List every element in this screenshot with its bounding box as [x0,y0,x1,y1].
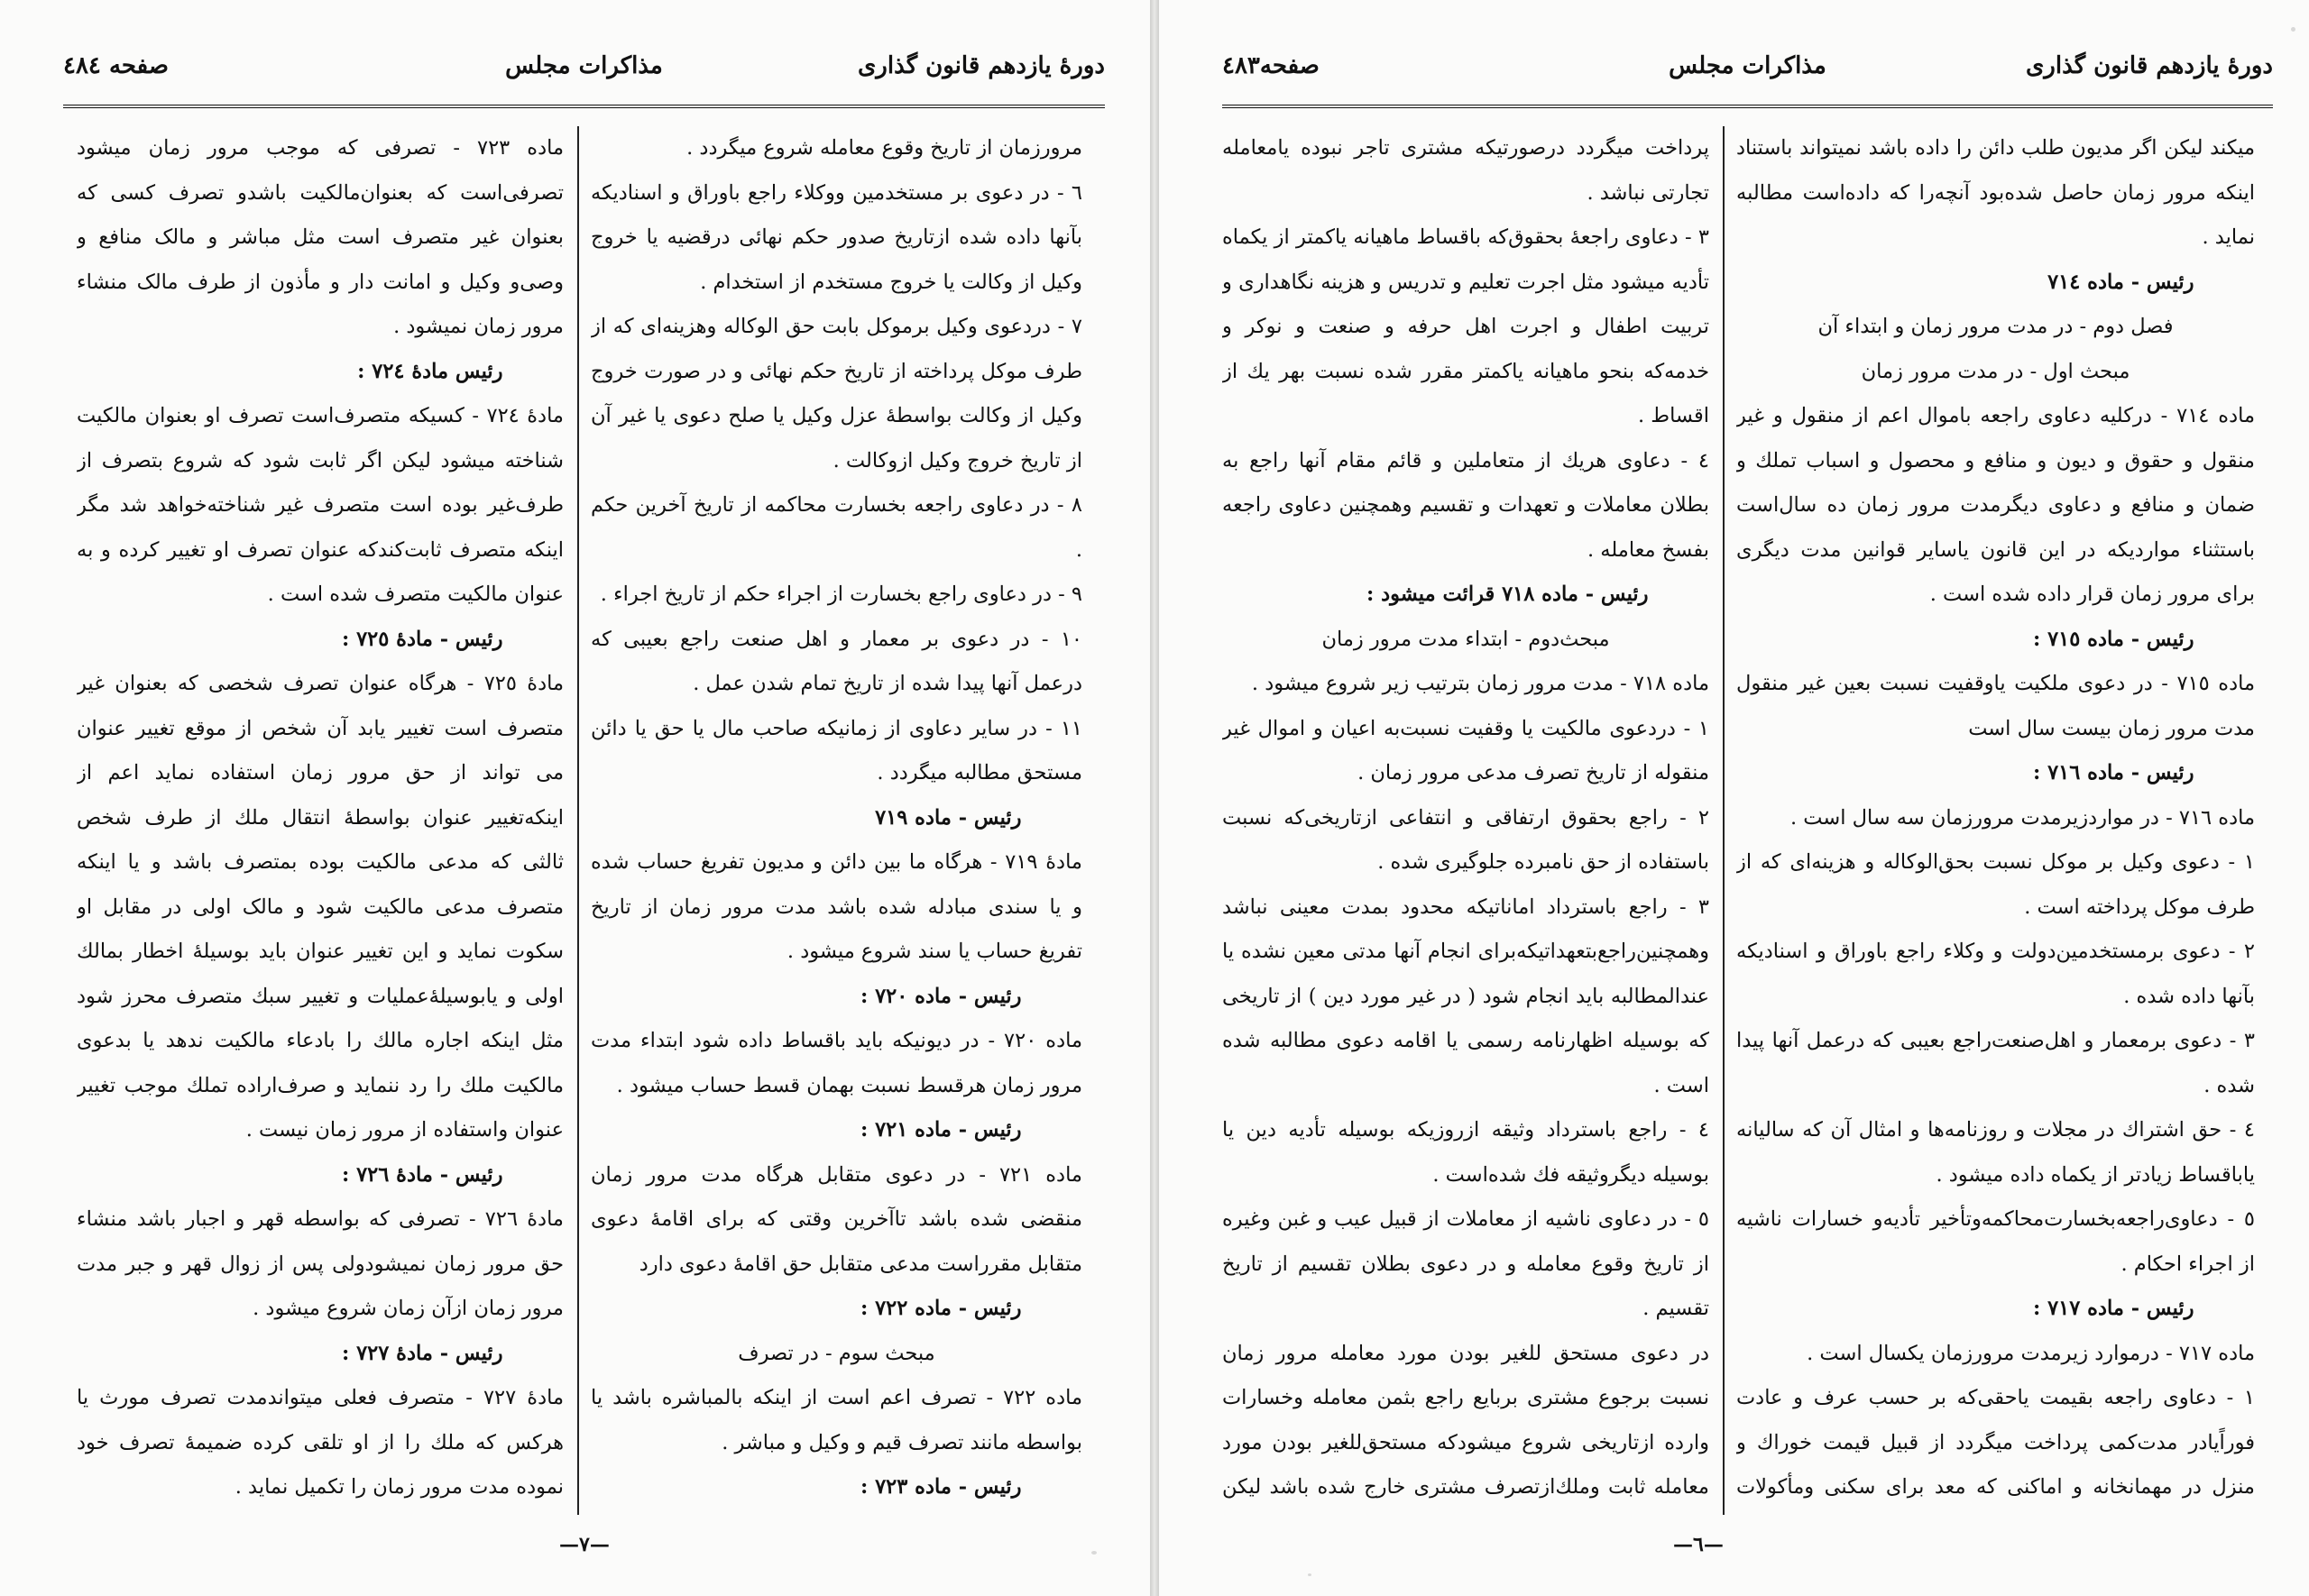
paragraph: ١٠ - در دعوی بر معمار و اهل صنعت راجع بعیبی که درعمل آنها پیدا شده از تاریخ تمام شدن عمل . [591,627,1082,695]
scan-speck [2291,27,2295,32]
paragraph: ١ - دعوی وکیل بر موکل نسبت بحق‌الوکاله و هزینه‌ای که از طرف موکل پرداخته است . [1736,850,2255,919]
paragraph: ماده ٧١٨ - مدت مرور زمان بترتیب زیر شروع میشود . [1251,672,1709,695]
speaker-line: رئیس - مادهٔ ٧٢٦ : [341,1162,503,1187]
right-header-page-number: صفحه٤٨٣ [1222,52,1320,79]
paragraph: ماده ٧١٦ - در مواردزیرمدت مرورزمان سه سال است . [1789,805,2255,830]
paragraph: ١١ - در سایر دعاوی از زمانیکه صاحب مال یا حق یا دائن مستحق مطالبه میگردد . [591,716,1082,784]
paragraph: پرداخت میگردد درصورتیکه مشتری تاجر نبوده یامعامله تجارتی نباشد . [1222,136,1709,205]
speaker-line: رئیس - ماده ٧١٥ : [2032,627,2194,651]
paragraph: میکند لیکن اگر مدیون طلب دائن را داده باشد نمیتواند باستناد اینکه مرور زمان حاصل شده‌بود آنچه‌را که داده‌است مطالبه نماید . [1736,136,2255,249]
paragraph: مادهٔ ٧١٩ - هرگاه ما بین دائن و مدیون تفریغ حساب شده و یا سندی مبادله شده باشد مدت مرور زمان از تاریخ تفریغ حساب یا سند شروع میشود . [591,850,1082,963]
speaker-line: رئیس - ماده ٧١٤ [2047,270,2194,294]
left-page-left-column [77,126,564,1515]
speaker-line: رئیس - مادهٔ ٧٢٧ : [341,1341,503,1365]
speaker-line: رئیس - ماده ٧١٩ [875,805,1022,830]
paragraph: ماده ٧٢٢ - تصرف اعم است از اینکه بالمباشره باشد یا بواسطه مانند تصرف قیم و وکیل و مباشر . [591,1386,1082,1454]
paragraph: ٤ - راجع باسترداد وثیقه ازروزیکه بوسیله تأدیه دین یا بوسیله دیگرو‌ثیقه فك شده‌است . [1222,1118,1709,1187]
section-heading: مبحث اول - در مدت مرور زمان [1861,359,2130,383]
left-page-right-column [591,126,1082,1515]
paragraph: مادهٔ ٧٢٦ - تصرفی که بواسطه قهر و اجبار باشد منشاء حق مرور زمان نمیشود‌ولی پس از زوال قهر و جبر مدت مرور زمان از‌آن زمان شروع میشود . [77,1207,564,1320]
right-page-header [1222,45,2273,108]
section-heading: مبحث‌دوم - ابتداء مدت مرور زمان [1321,627,1610,651]
speaker-line: رئیس - ماده ٧١٦ : [2032,761,2194,784]
speaker-line: رئیس - ماده ٧١٧ : [2032,1297,2194,1320]
paragraph: ٣ - دعاوی راجعهٔ بحقوق‌که باقساط ماهیانه یاکمتر از یکماه تأدیه میشود مثل اجرت تعلیم و تدریس و هزینه نگاهداری و تربیت اطفال و اجرت اهل حرفه و صنعت و نوکر و خدمه‌که بنحو ماهیانه یاکمتر مقرر شده نسبت بهر یك از اقساط . [1222,225,1709,427]
paragraph: ٤ - دعاوی هریك از متعاملین و قائم مقام آنها راجع به بطلان معاملات و تعهدات و تقسیم وهمچنین دعاوی راجعه بفسخ معامله . [1222,448,1709,562]
right-page-left-column [1222,126,1709,1515]
paragraph: مادهٔ ٧٢٧ - متصرف فعلی میتواند‌مدت تصرف مورث یا هرکس که ملك را از او تلقی کرده ضمیمهٔ تصرف خود نموده مدت مرور زمان را تکمیل نماید . [77,1386,564,1499]
left-header-title: دورهٔ یازدهم قانون گذاری [857,52,1105,79]
right-page-right-column [1736,126,2255,1515]
paragraph: ٢ - دعوی برمستخدمین‌دولت و وکلاء راجع باوراق و اسنادیکه بآنها داده شده . [1736,940,2255,1008]
right-header-center: مذاکرات مجلس [1669,52,1826,79]
paragraph: مرورزمان از تاریخ وقوع معامله شروع میگردد . [686,136,1082,160]
left-header-page-number: صفحه ٤٨٤ [63,52,169,79]
paragraph: مادهٔ ٧٢٥ - هرگاه عنوان تصرف شخصی که بعنوان غیر متصرف است تغییر یابد آن شخص از موقع تغییر عنوان می تواند از حق مرور زمان استفاده نماید اعم از اینکه‌تغییر عنوان بواسطهٔ انتقال ملك از طرف شخص ثالثی که مدعی مالکیت بوده بمتصرف باشد و یا اینکه متصرف مدعی مالکیت شود و مالک اولی در مقابل او سکوت نماید و این تغییر عنوان باید بوسیلهٔ اخطار بمالك اولی و یابوسیلهٔ‌عملیات و تغییر سبك متصرف محرز شود مثل اینکه اجاره مالك را بادعاء مالکیت ندهد یا بدعوی مالکیت ملك را رد ننماید و صرف‌اراده تملك موجب تغییر عنوان واستفاده از مرور زمان نیست . [77,672,564,1142]
right-page [1159,0,2309,1596]
speaker-line: رئیس - مادهٔ ٧٢٥ : [341,627,503,651]
right-page-folio: —٦— [1673,1533,1724,1556]
paragraph: در دعوی مستحق للغیر بودن مورد معامله مرور زمان نسبت برجوع مشتری بربایع راجع بثمن معامله وخسارات وارده ازتاریخی شروع میشود‌که مستحق‌للغیر بودن مورد معامله ثابت و‌ملك‌ازتصرف مشتری خارج شده باشد لیکن [1222,1341,1709,1499]
section-heading: فصل دوم - در مدت مرور زمان و ابتداء آن [1817,315,2174,338]
paragraph: ماده ٧١٤ - درکلیه دعاوی راجعه باموال اعم از منقول و غیر منقول و حقوق و دیون و منافع و محصول و اسباب تملك و ضمان و منافع و دعاوی دیگرمدت مرور زمان ده سال‌است باستثناء مواردیکه در این قانون یاسایر قوانین مدت دیگری برای مرور زمان قرار داده شده است . [1736,404,2255,606]
right-page-column-divider [1723,126,1725,1515]
left-header-center: مذاکرات مجلس [505,52,663,79]
paragraph: ماده ٧٢١ - در دعوی متقابل هرگاه مدت مرور زمان منقضی شده باشد تاآخرین وقتی که برای اقامهٔ دعوی متقابل مقرراست مدعی متقابل حق اقامهٔ دعوی دارد [591,1162,1082,1276]
book-gutter [1150,0,1159,1596]
speaker-line: رئیس - ماده ٧٢٠ : [860,984,1022,1008]
left-page-folio: —٧— [559,1533,610,1556]
paragraph: ٥ - در دعاوی ناشیه از معاملات از قبیل عیب و غبن وغیره از تاریخ وقوع معامله و در دعوی بطلان تقسیم از تاریخ تقسیم . [1222,1207,1709,1320]
left-page-header [63,45,1105,108]
paragraph: ٧ - دردعوی وکیل برموکل بابت حق الوکاله وهزینه‌ای که از طرف موکل پرداخته از تاریخ حکم نهائی و در صورت خروج وکیل از وکالت بواسطهٔ عزل وکیل یا صلح دعوی یا غیر آن از تاریخ خروج وکیل ازوکالت . [591,315,1082,472]
speaker-line: رئیس - ماده ٧٢١ : [860,1118,1022,1142]
scan-speck [1091,1551,1097,1555]
paragraph: ٦ - در دعوی بر مستخدمین ووکلاء راجع باوراق و اسنادیکه بآنها داده شده ازتاریخ صدور حکم نهائی درقضیه یا خروج وکیل از وکالت یا خروج مستخدم از استخدام . [591,180,1082,294]
left-page-column-divider [577,126,579,1515]
paragraph: مادهٔ ٧٢٤ - کسیکه متصرف‌است تصرف او بعنوان مالکیت شناخته میشود لیکن اگر ثابت شود که شروع بتصرف از طرف‌غیر بوده است متصرف غیر شناخته‌خواهد شد مگر اینکه متصرف ثابت‌کند‌که عنوان تصرف او تغییر کرده و به عنوان مالکیت متصرف شده است . [77,404,564,606]
speaker-line: رئیس - ماده ٧١٨ قرائت میشود : [1366,582,1649,606]
paragraph: ٩ - در دعاوی راجع بخسارت از اجراء حکم از تاریخ اجراء . [600,582,1082,606]
speaker-line: رئیس - ماده ٧٢٣ : [860,1475,1022,1499]
paragraph: ٢ - راجع بحقوق ارتفاقی و انتفاعی ازتاریخی‌که نسبت باستفاده از حق نامبرده جلوگیری شده . [1222,805,1709,874]
section-heading: مبحث سوم - در تصرف [738,1341,935,1365]
paragraph: ١ - دردعوی مالکیت یا وقفیت نسبت‌به اعیان و اموال غیر منقوله از تاریخ تصرف مدعی مرور زمان . [1222,716,1709,784]
paragraph: ٥ - دعاوی‌راجعه‌بخسارت‌محاکمه‌و‌تأخیر تأدیه‌و خسارات ناشیه از اجراء احکام . [1736,1207,2255,1276]
paragraph: ٣ - راجع باسترداد اماناتیکه محدود بمدت معینی نباشد وهمچنین‌راجع‌بتعهداتیکه‌برای انجام آنها مدتی معین نشده یا عندالمطالبه باید انجام شود ( در غیر مورد دین ) از تاریخی که بوسیله اظهارنامه رسمی یا اقامه دعوی مطالبه شده است . [1222,894,1709,1097]
right-header-title: دورهٔ یازدهم قانون گذاری [2025,52,2273,79]
paragraph: ٣ - دعوی برمعمار و اهل‌صنعت‌راجع بعیبی که درعمل آنها پیدا شده . [1736,1029,2255,1097]
paragraph: ماده ٧٢٣ - تصرفی که موجب مرور زمان میشود تصرفی‌است که بعنوان‌مالکیت باشد‌و تصرف کسی که بعنوان غیر متصرف است مثل مباشر و مالک منافع و وصی‌و وکیل و امانت دار و مأذون از طرف مالک منشاء مرور زمان نمیشود . [77,136,564,338]
paragraph: ١ - دعاوی راجعه بقیمت یاحقی‌که بر حسب عرف و عادت فوراً‌یادر مدت‌کمی پرداخت میگردد از قبیل قیمت خوراك و منزل در مهمانخانه و اماکنی که معد برای سکنی ومأکولات [1736,1386,2255,1499]
right-header-rule [1222,105,2273,108]
paragraph: ماده ٧١٧ - درموارد زیرمدت مرورزمان یکسال است . [1807,1341,2255,1365]
speaker-line: رئیس مادهٔ ٧٢٤ : [357,359,503,383]
scan-speck [1308,1573,1311,1576]
paragraph: ٨ - در دعاوی راجعه بخسارت محاکمه از تاریخ آخرین حکم . [591,493,1082,562]
paragraph: ماده ٧١٥ - در دعوی ملکیت یاوقفیت نسبت بعین غیر منقول مدت مرور زمان بیست سال است [1736,672,2255,740]
paragraph: ماده ٧٢٠ - در دیونیکه باید باقساط داده شود ابتداء مدت مرور زمان هرقسط نسبت بهمان قسط حساب میشود . [591,1029,1082,1097]
speaker-line: رئیس - ماده ٧٢٢ : [860,1297,1022,1320]
left-header-rule [63,105,1105,108]
left-page [0,0,1150,1596]
paragraph: ٤ - حق اشتراك در مجلات و روزنامه‌ها و امثال آن که سالیانه یاباقساط زیادتر از یکماه داده میشود . [1736,1118,2255,1187]
